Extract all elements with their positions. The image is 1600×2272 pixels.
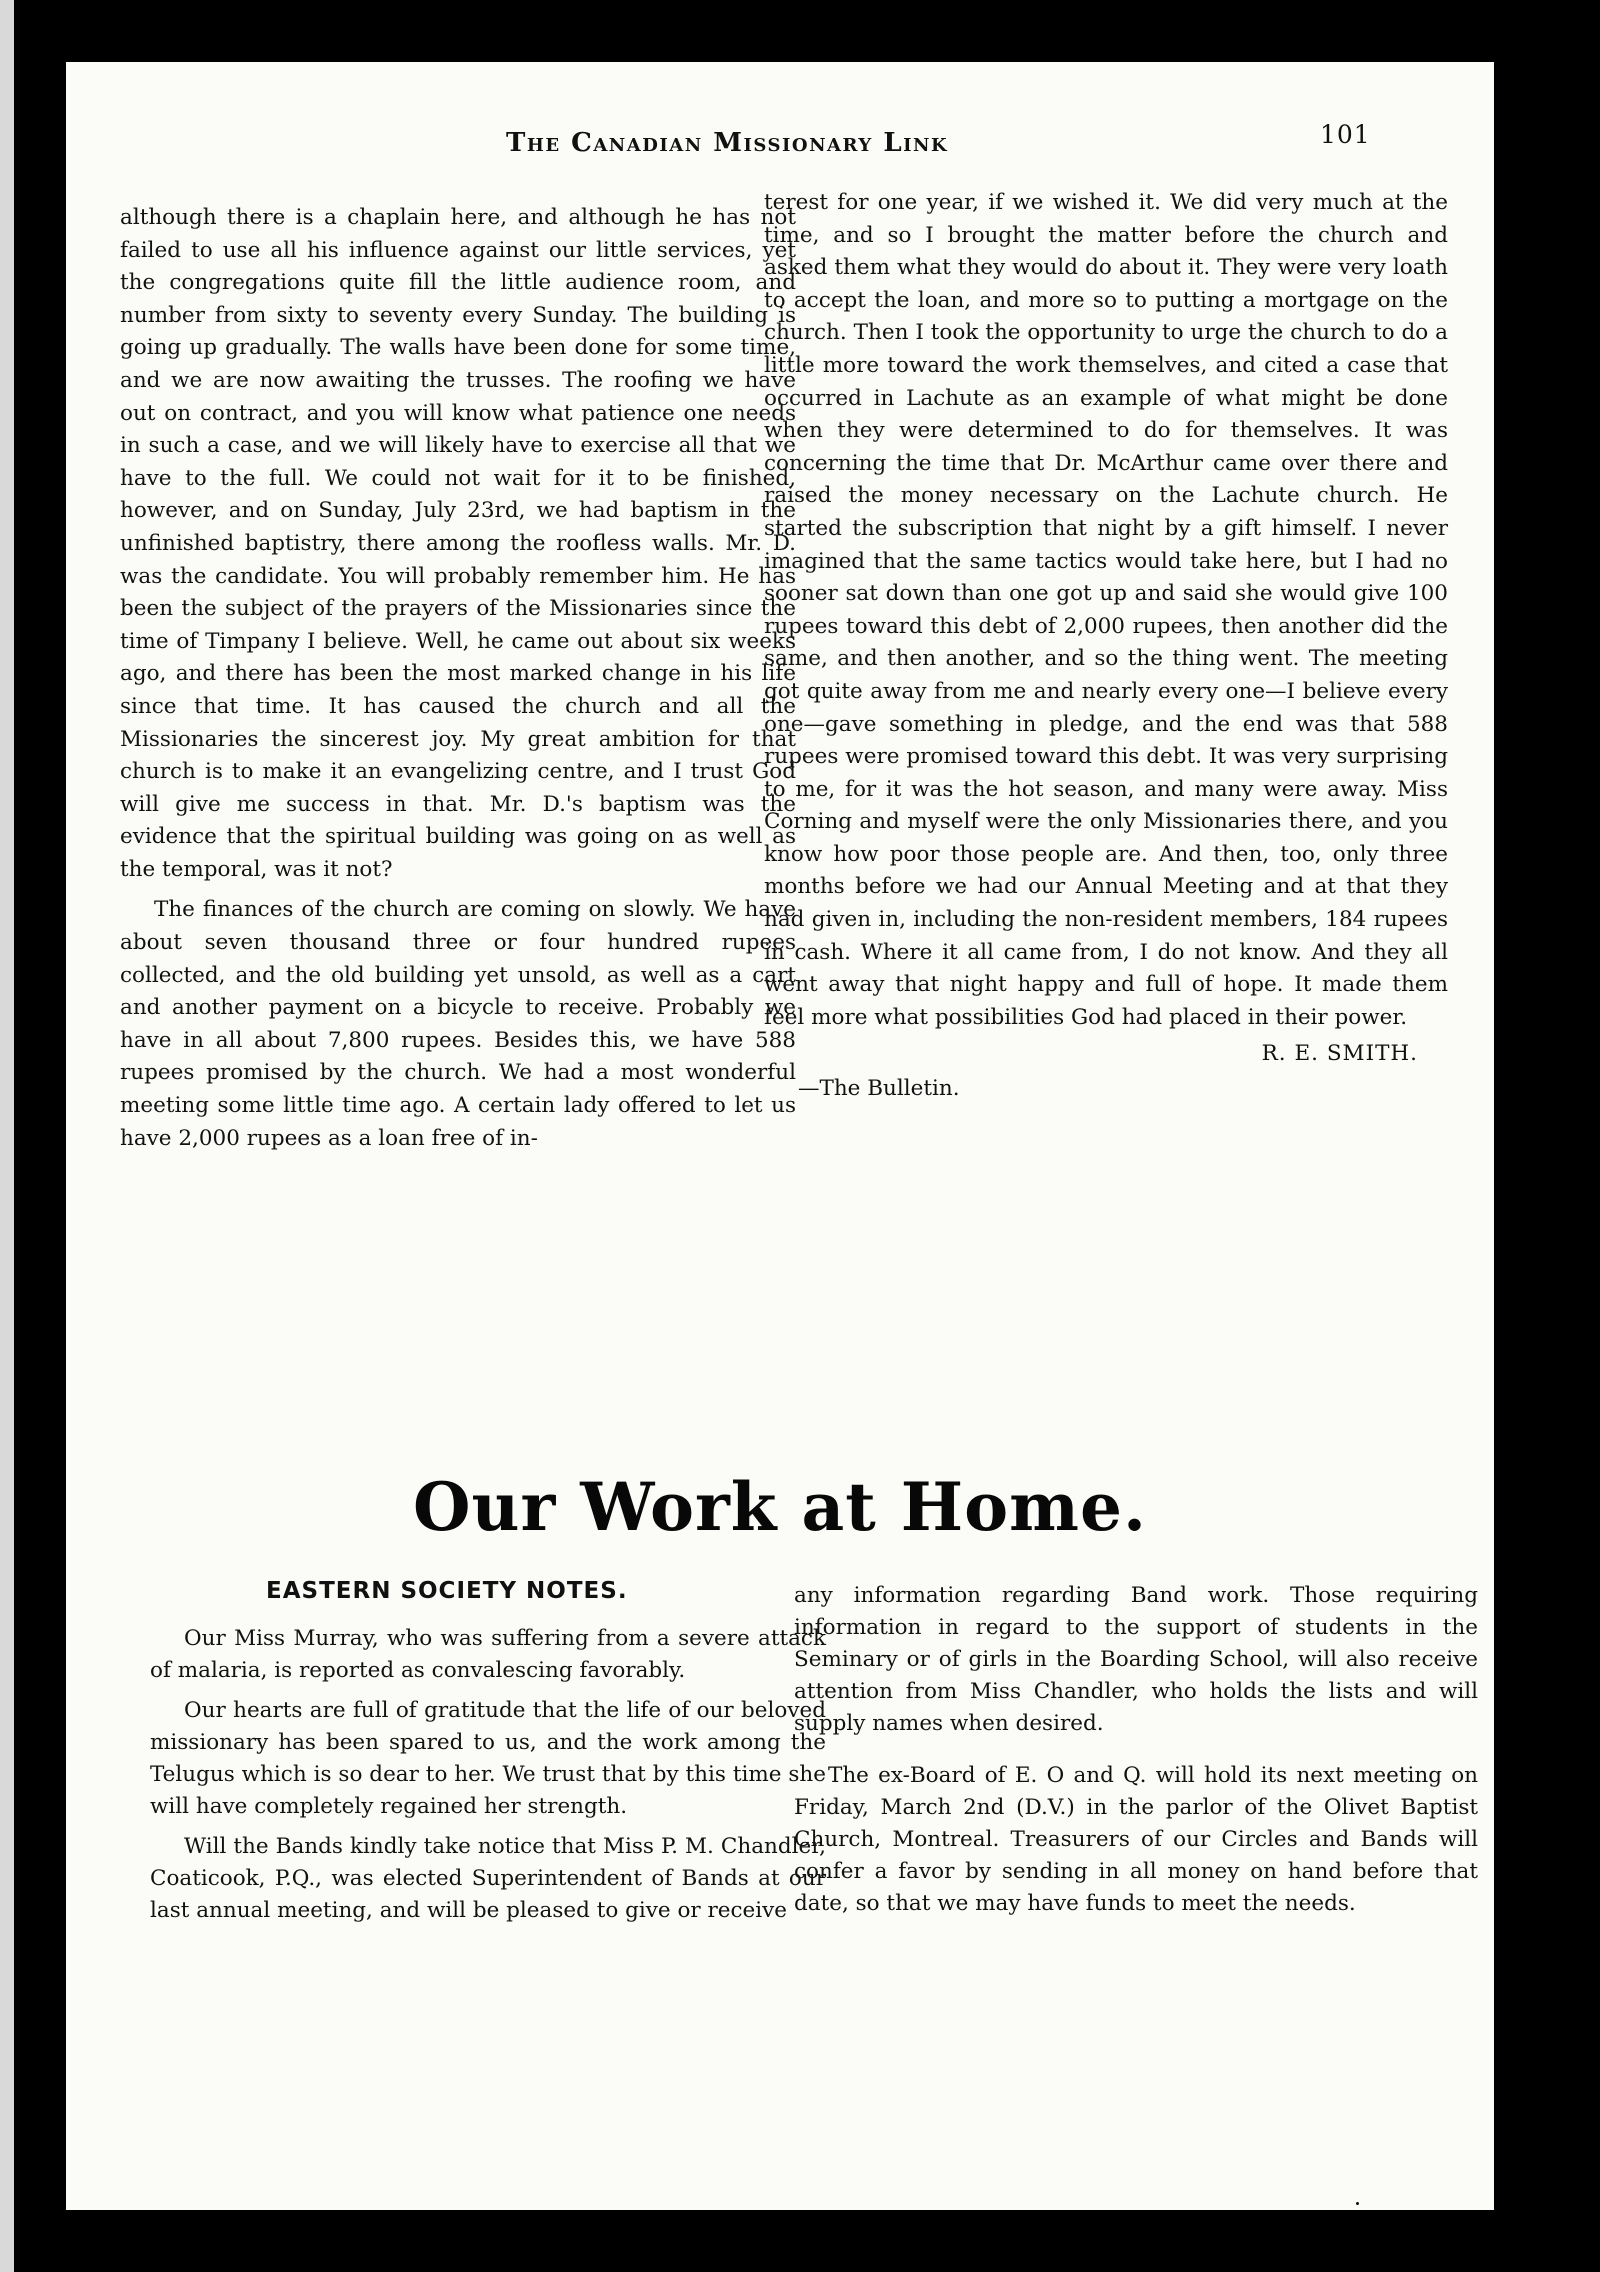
paragraph: Will the Bands kindly take notice that Miss P. M. Chandler, Coaticook, P.Q., was elected Superintendent of Bands at our last annual meeting, and will be pleased to give or receive bbox=[150, 1834, 826, 1923]
paragraph: terest for one year, if we wished it. We did very much at the time, and so I brought the matter before the church and asked them what they would do about it. They were very loath to accept the loan, and more so to putting a mortgage on the church. Then I took the opportunity to urge the church to do a little more toward the work themselves, and cited a case that occurred in Lachute as an example of what might be done when they were determined to do for themselves. It was concerning the time that Dr. McArthur came over there and raised the money necessary on the Lachute church. He started the subscription that night by a gift himself. I never imagined that the same tactics would take here, but I had no sooner sat down than one got up and said she would give 100 rupees toward this debt of 2,000 rupees, then another did the same, and then another, and so the thing went. The meeting got quite away from me and nearly every one—I believe every one—gave something in pledge, and the end was that 588 rupees were promised toward this debt. It was very surprising to me, for it was the hot season, and many were away. Miss Corning and myself were the only Missionaries there, and you know how poor those people are. And then, too, only three months before we had our Annual Meeting and at that they had given in, including the non-resident members, 184 rupees in cash. Where it all came from, I do not know. And they all went away that night happy and full of hope. It made them feel more what possibilities God had placed in their power. bbox=[764, 190, 1448, 1030]
bottom-article-right-column bbox=[794, 1580, 1478, 1920]
page-number: 101 bbox=[1320, 120, 1371, 149]
bottom-article-left-column bbox=[150, 1623, 826, 1927]
sub-heading: EASTERN SOCIETY NOTES. bbox=[266, 1578, 628, 1604]
paragraph: any information regarding Band work. Those requiring information in regard to the support of students in the Seminary or of girls in the Boarding School, will also receive attention from Miss Chandler, who holds the lists and will supply names when desired. bbox=[794, 1583, 1478, 1736]
source-credit: —The Bulletin. bbox=[798, 1076, 960, 1102]
top-article-left-column bbox=[120, 202, 796, 1155]
running-title: The Canadian Missionary Link bbox=[506, 128, 949, 158]
section-title: Our Work at Home. bbox=[413, 1468, 1147, 1546]
paragraph: Our Miss Murray, who was suffering from a severe attack of malaria, is reported as convalescing favorably. bbox=[150, 1626, 826, 1683]
paragraph: The finances of the church are coming on slowly. We have about seven thousand three or four hundred rupees collected, and the old building yet unsold, as well as a cart and another payment on a bicycle to receive. Probably we have in all about 7,800 rupees. Besides this, we have 588 rupees promised by the church. We had a most wonderful meeting some little time ago. A certain lady offered to let us have 2,000 rupees as a loan free of in- bbox=[120, 897, 796, 1151]
author-signature: R. E. SMITH. bbox=[1261, 1041, 1418, 1067]
top-article-right-column bbox=[764, 187, 1448, 1106]
scan-edge-strip bbox=[0, 0, 14, 2272]
paragraph: Our hearts are full of gratitude that the life of our beloved missionary has been spared to us, and the work among the Telugus which is so dear to her. We trust that by this time she will have completely regained her strength. bbox=[150, 1698, 826, 1819]
scan-speck bbox=[1356, 2202, 1359, 2205]
paragraph: although there is a chaplain here, and although he has not failed to use all his influence against our little services, yet the congregations quite fill the little audience room, and number from sixty to seventy every Sunday. The building is going up gradually. The walls have been done for some time, and we are now awaiting the trusses. The roofing we have out on contract, and you will know what patience one needs in such a case, and we will likely have to exercise all that we have to the full. We could not wait for it to be finished, however, and on Sunday, July 23rd, we had baptism in the unfinished baptistry, there among the roofless walls. Mr. D. was the candidate. You will probably remember him. He has been the subject of the prayers of the Missionaries since the time of Timpany I believe. Well, he came out about six weeks ago, and there has been the most marked change in his life since that time. It has caused the church and all the Missionaries the sincerest joy. My great ambition for that church is to make it an evangelizing centre, and I trust God will give me success in that. Mr. D.'s baptism was the evidence that the spiritual building was going on as well as the temporal, was it not? bbox=[120, 205, 796, 882]
document-page bbox=[66, 62, 1494, 2210]
paragraph: The ex-Board of E. O and Q. will hold its next meeting on Friday, March 2nd (D.V.) in the parlor of the Olivet Baptist Church, Montreal. Treasurers of our Circles and Bands will confer a favor by sending in all money on hand before that date, so that we may have funds to meet the needs. bbox=[794, 1763, 1478, 1916]
